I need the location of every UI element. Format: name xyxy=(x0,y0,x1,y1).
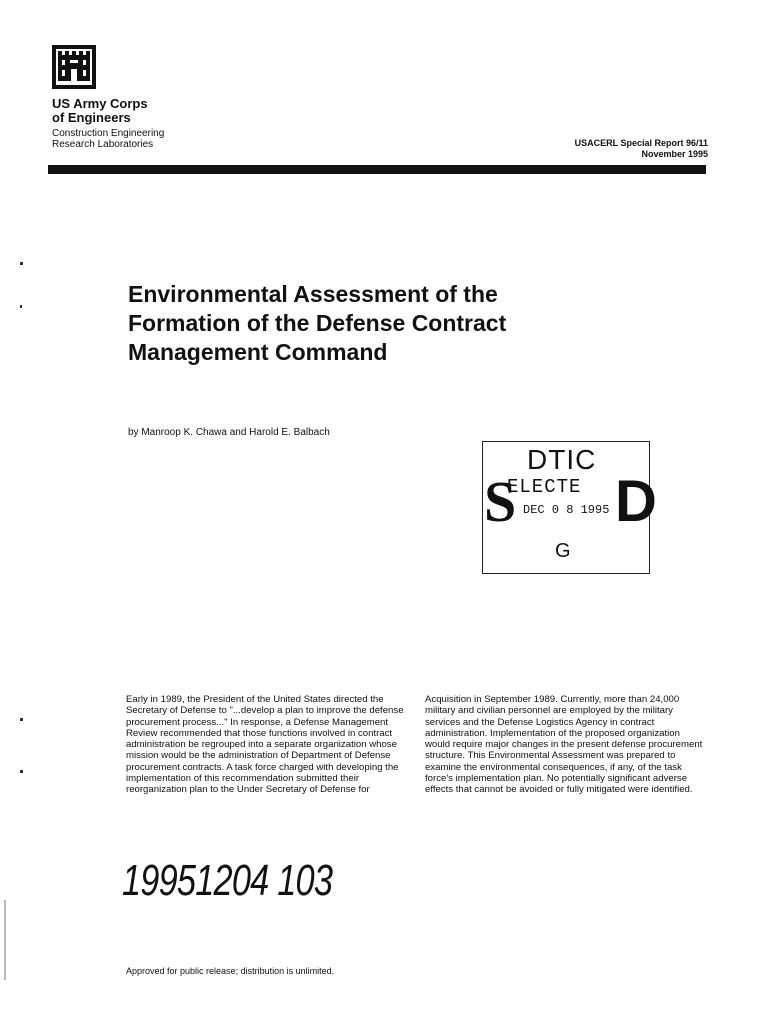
stamp-date: DEC 0 8 1995 xyxy=(523,503,610,517)
stamp-electe: ELECTE xyxy=(507,476,582,498)
stamp-d-letter: D xyxy=(615,469,657,534)
org-name-line-1: US Army Corps xyxy=(52,96,148,111)
castle-icon xyxy=(52,45,96,89)
lab-name-line-1: Construction Engineering xyxy=(52,128,165,139)
header-rule xyxy=(48,165,706,174)
authors: by Manroop K. Chawa and Harold E. Balbach xyxy=(128,427,330,438)
title-line-1: Environmental Assessment of the xyxy=(128,281,498,307)
release-statement: Approved for public release; distribution is unlimited. xyxy=(126,966,335,976)
stamp-s-letter: S xyxy=(484,469,517,534)
abstract-right-column: Acquisition in September 1989. Currently, more than 24,000 military and civilian personnel are employed by the military services and the Defense Logistics Agency in contract administration. Implementation of the proposed organization would require major changes in the present defense procurement structure. This Environmental Assessment was prepared to examine the environmental consequences, if any, of the task force's implementation plan. No potentially significant adverse effects that cannot be avoided or fully mitigated were identified. xyxy=(425,694,703,796)
abstract-left-column: Early in 1989, the President of the United States directed the Secretary of Defense to "...develop a plan to improve the defense procurement process..." In response, a Defense Management Review recommended that those functions involved in contract administration be regrouped into a separate organization whose mission would be the administration of Department of Defense procurement contracts. A task force charged with developing the implementation of this recommendation submitted their reorganization plan to the Under Secretary of Defense for xyxy=(126,694,404,796)
title-line-2: Formation of the Defense Contract xyxy=(128,310,507,336)
accession-number: 19951204 103 xyxy=(122,856,333,905)
page-title xyxy=(128,280,648,367)
dtic-stamp xyxy=(482,441,657,574)
stamp-g-letter: G xyxy=(555,540,571,562)
stamp-dtic: DTIC xyxy=(527,444,597,475)
title-line-3: Management Command xyxy=(128,339,388,365)
report-id: USACERL Special Report 96/11 xyxy=(574,138,708,148)
lab-name-line-2: Research Laboratories xyxy=(52,139,154,150)
org-name-line-2: of Engineers xyxy=(52,110,131,125)
report-date: November 1995 xyxy=(641,149,708,159)
